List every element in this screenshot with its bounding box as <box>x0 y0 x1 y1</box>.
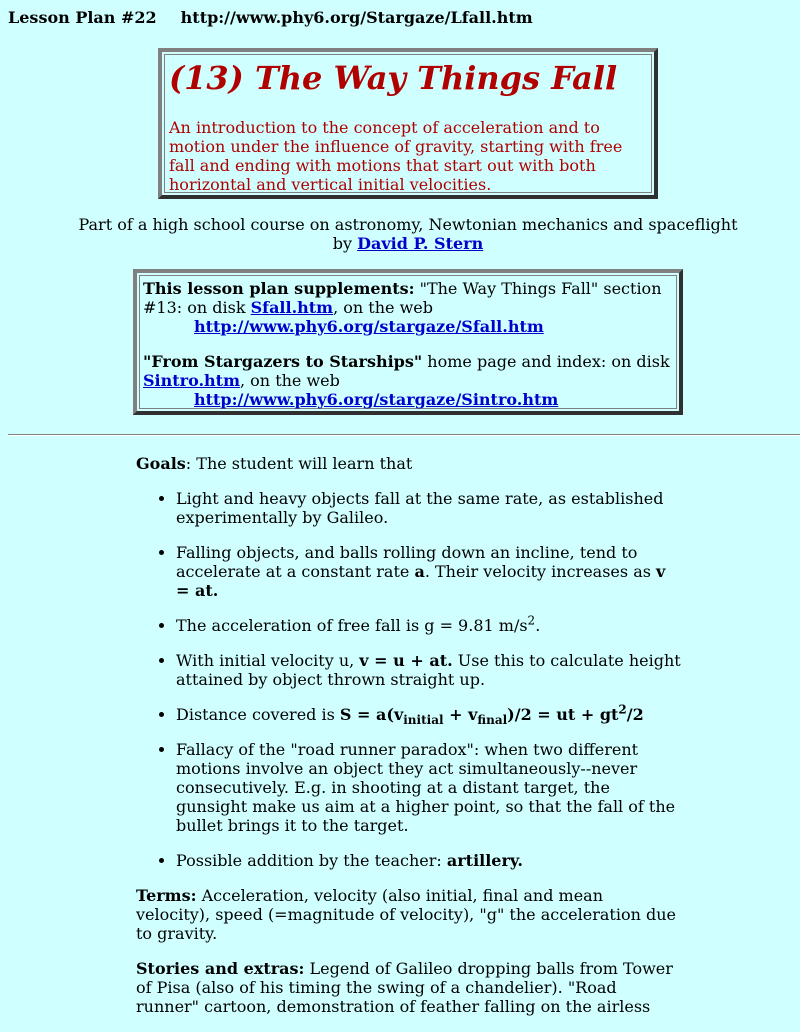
by-label: by <box>332 234 358 253</box>
list-item: • Possible addition by the teacher: artillery. <box>176 851 681 870</box>
title-box <box>158 48 658 199</box>
sfall-web-link[interactable]: http://www.phy6.org/stargaze/Sfall.htm <box>194 317 544 336</box>
author-link[interactable]: David P. Stern <box>357 234 484 253</box>
list-item: • Fallacy of the "road runner paradox": when two different motions involve an object they act simultaneously--never consecutively. E.g. in shooting at a distant target, the gunsight make us aim at a higher point, so that the fall of the bullet brings it to the target. <box>176 740 681 835</box>
homepage-label: "From Stargazers to Starships" <box>143 352 423 371</box>
stories-label: Stories and extras: <box>136 959 305 978</box>
terms-label: Terms: <box>136 886 197 905</box>
page-title: (13) The Way Things Fall <box>169 59 618 97</box>
homepage-paragraph: "From Stargazers to Starships" home page and index: on disk Sintro.htm, on the web <box>143 352 670 390</box>
course-credit <box>8 215 800 253</box>
section-divider <box>8 434 800 436</box>
supplements-box <box>133 269 683 415</box>
page-header <box>8 8 533 27</box>
intro-text: An introduction to the concept of acceleration and to motion under the influence of gravity, starting with free fall and ending with motions that start out with both horizontal and vertical initial velocities. <box>169 118 623 194</box>
list-item: • Falling objects, and balls rolling down an incline, tend to accelerate at a constant rate a. Their velocity increases as v = at. <box>176 543 681 600</box>
sintro-disk-link[interactable]: Sintro.htm <box>143 371 240 390</box>
page-url: http://www.phy6.org/Stargaze/Lfall.htm <box>180 8 533 27</box>
sintro-web-link[interactable]: http://www.phy6.org/stargaze/Sintro.htm <box>194 390 559 409</box>
goals-label: Goals <box>136 454 186 473</box>
lesson-content <box>136 454 681 1032</box>
terms-paragraph: Terms: Acceleration, velocity (also initial, final and mean velocity), speed (=magnitude of velocity), "g" the acceleration due to gravity. <box>136 886 676 943</box>
list-item: • Light and heavy objects fall at the same rate, as established experimentally by Galileo. <box>176 489 681 527</box>
list-item: • Distance covered is $S = a(v_{initial} + v_{final})/2$ = ut + $gt^2/2$ <box>176 705 681 724</box>
supplements-label: This lesson plan supplements: <box>143 279 415 298</box>
goals-heading: Goals: The student will learn that <box>136 454 413 473</box>
supplements-paragraph: This lesson plan supplements: "The Way Things Fall" section #13: on disk Sfall.htm, on the web <box>143 279 662 317</box>
lesson-number: Lesson Plan #22 <box>8 8 157 27</box>
goals-list <box>136 489 681 870</box>
stories-paragraph: Stories and extras: Legend of Galileo dropping balls from Tower of Pisa (also of his timing the swing of a chandelier). "Road runner" cartoon, demonstration of feather falling on the airless <box>136 959 673 1016</box>
sfall-disk-link[interactable]: Sfall.htm <box>250 298 334 317</box>
course-description: Part of a high school course on astronomy, Newtonian mechanics and spaceflight <box>78 215 738 234</box>
list-item: • With initial velocity u, v = u + at. Use this to calculate height attained by object thrown straight up. <box>176 651 681 689</box>
list-item: • The acceleration of free fall is g = 9.81 $m/s^2$. <box>176 616 681 635</box>
